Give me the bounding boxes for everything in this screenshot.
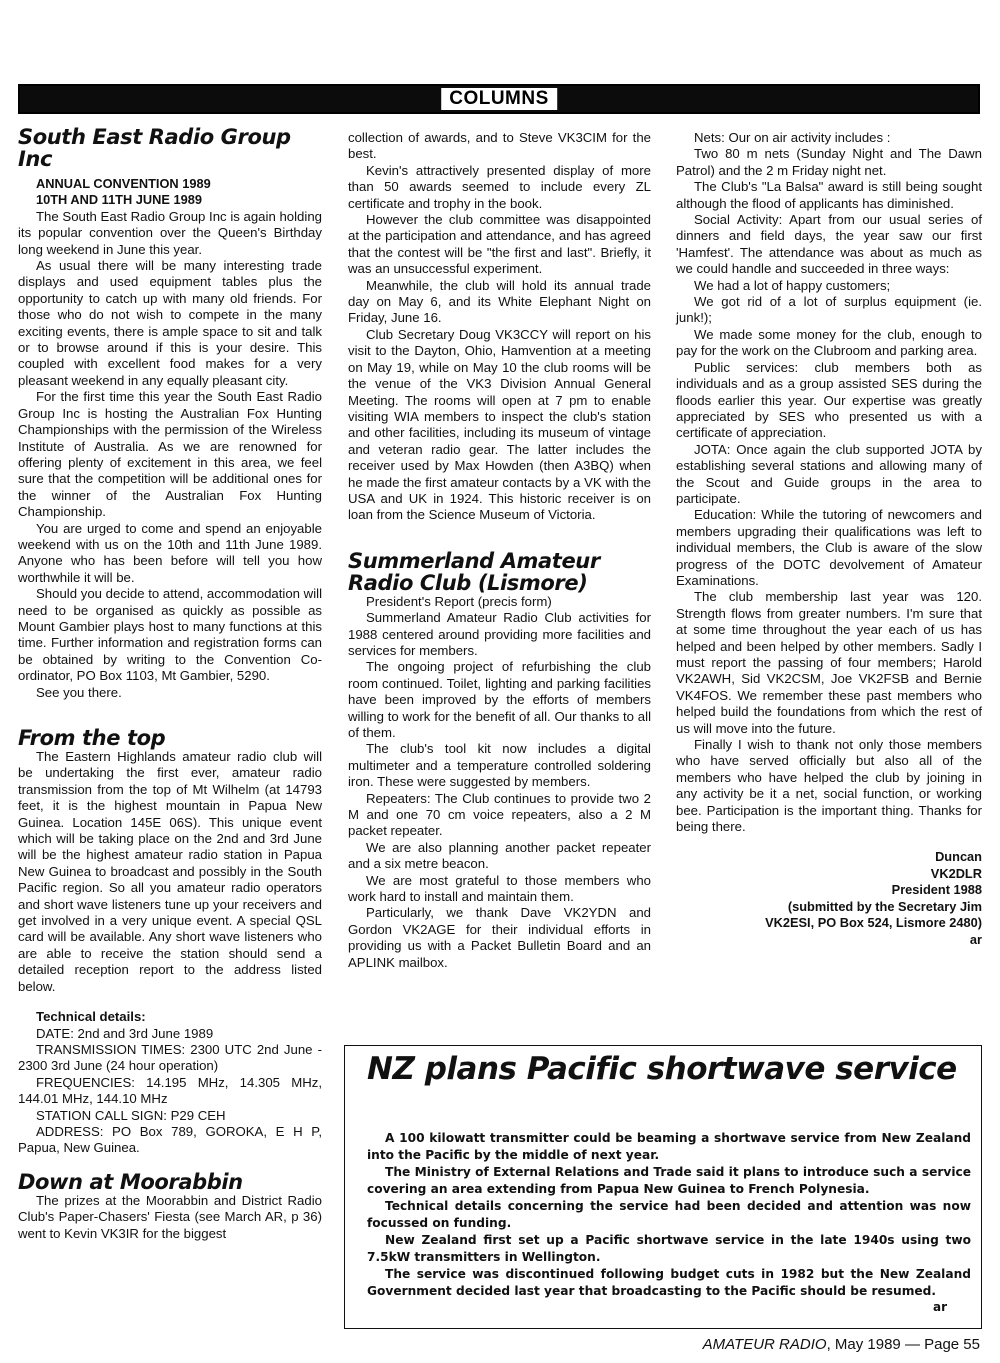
paragraph: See you there. bbox=[36, 684, 122, 700]
paragraph: However the club committee was disappointed at the participation and attendance, and has agreed that the contest will be "the first and last". Briefly, it was an unsuccessful experiment. bbox=[348, 212, 651, 277]
convention-subheading: ANNUAL CONVENTION 1989 bbox=[36, 176, 211, 191]
paragraph: Finally I wish to thank not only those members who have served officially but also all of the members who have helped the club by joining in any activity be it a net, social function, or working bee. Participation is the important thing. Thanks for being there. bbox=[676, 737, 982, 835]
paragraph: We are also planning another packet repeater and a six metre beacon. bbox=[348, 839, 651, 872]
signature-callsign: VK2DLR bbox=[930, 865, 982, 881]
paragraph: The service was discontinued following budget cuts in 1982 but the New Zealand Government decided last year that broadcasting to the Pacific should be resumed. bbox=[367, 1267, 971, 1298]
paragraph: The club membership last year was 120. Strength flows from greater numbers. I'm sure that at some time throughout the year each of us has helped and been helped by other members. Sadly I must report the passing of four members; Harold VK2AWH, Sid VK2CSM, Joe VK2FSB and Bernie VK4FOS. We remember these past members who helped build the foundations from which the rest of us will move into the future. bbox=[676, 589, 982, 736]
presidents-report-label: President's Report (precis form) bbox=[366, 593, 552, 609]
paragraph: Technical details concerning the service had been decided and attention was now focussed on funding. bbox=[367, 1199, 971, 1230]
nz-article-body bbox=[367, 1130, 971, 1300]
paragraph: For the first time this year the South East Radio Group Inc is hosting the Australian Fox Hunting Championships with the permission of the Wireless Institute of Australia. As we are renowned for offering plenty of excitement in this area, we feel sure that the competition will be additional ones for the winner of the Australian Fox Hunting Championship. bbox=[18, 389, 322, 520]
paragraph: We made some money for the club, enough to pay for the work on the Clubroom and parking area. bbox=[676, 326, 982, 359]
issue-page: , May 1989 — Page 55 bbox=[826, 1336, 980, 1353]
paragraph: Club Secretary Doug VK3CCY will report on his visit to the Dayton, Ohio, Hamvention at a meeting on May 19, while on May 10 the club rooms will be the venue of the VK3 Division Annual General Meeting. The rooms will open at 7 pm to enable visiting WIA members to inspect the club's station and other facilities, including its museum of vintage and veteran radio gear. The latter includes the receiver used by Max Howden (then A3BQ) when he made the first amateur contacts by a VK with the USA and UK in 1924. This historic receiver is on loan from the Science Museum of Victoria. bbox=[348, 326, 651, 523]
paragraph: We are most grateful to those members who work hard to install and maintain them. bbox=[348, 872, 651, 905]
nz-article-ar: ar bbox=[932, 1300, 947, 1314]
columns-banner bbox=[18, 84, 980, 114]
paragraph: The prizes at the Moorabbin and District Radio Club's Paper-Chasers' Fiesta (see March AR, p 36) went to Kevin VK3IR for the biggest bbox=[18, 1192, 322, 1241]
paragraph: Two 80 m nets (Sunday Night and The Dawn Patrol) and the 2 m Friday night net. bbox=[676, 146, 982, 178]
paragraph: Nets: Our on air activity includes : bbox=[694, 130, 891, 145]
nz-article-heading: NZ plans Pacific shortwave service bbox=[367, 1051, 957, 1087]
signature-address: VK2ESI, PO Box 524, Lismore 2480) bbox=[765, 915, 982, 931]
paragraph: JOTA: Once again the club supported JOTA by establishing several stations and allowing many of the Scout and Guide groups in the area to participate. bbox=[676, 441, 982, 506]
page-footer bbox=[703, 1336, 980, 1353]
paragraph: The South East Radio Group Inc is again holding its popular convention over the Queen's Birthday long weekend in June this year. bbox=[18, 208, 322, 257]
technical-details-label: Technical details: bbox=[36, 1009, 146, 1025]
paragraph: The Ministry of External Relations and Trade said it plans to introduce such a service covering an area extending from Papua New Guinea to French Polynesia. bbox=[367, 1165, 971, 1196]
down-at-moorabbin-heading: Down at Moorabbin bbox=[18, 1169, 243, 1194]
tech-address: ADDRESS: PO Box 789, GOROKA, E H P, Papua, New Guinea. bbox=[18, 1123, 322, 1156]
paragraph: The ongoing project of refurbishing the club room continued. Toilet, lighting and parking facilities have been improved by the efforts of members willing to work for the benefit of all. Our thanks to all of them. bbox=[348, 659, 651, 740]
column-1 bbox=[18, 126, 322, 1242]
signature-submitted: (submitted by the Secretary Jim bbox=[787, 898, 982, 914]
paragraph: You are urged to come and spend an enjoyable weekend with us on the 10th and 11th June 1989. Anyone who has been before will tell you how worthwhile it will be. bbox=[18, 520, 322, 585]
paragraph: New Zealand first set up a Pacific shortwave service in the late 1940s using two 7.5kW transmitters in Wellington. bbox=[367, 1233, 971, 1264]
paragraph: As usual there will be many interesting trade displays and used equipment tables plus the opportunity to catch up with many old friends. For those who do not wish to compete in the many exciting events, there is ample space to sit and talk or to browse around if this is your desire. This coupled with excellent food makes for a very pleasant weekend in any equally pleasant city. bbox=[18, 258, 322, 388]
tech-call-sign: STATION CALL SIGN: P29 CEH bbox=[36, 1107, 226, 1123]
paragraph: Meanwhile, the club will hold its annual trade day on May 6, and its White Elephant Night on Friday, June 16. bbox=[348, 277, 651, 326]
tech-times: TRANSMISSION TIMES: 2300 UTC 2nd June - 2300 3rd June (24 hour operation) bbox=[18, 1041, 322, 1074]
paragraph: The Club's "La Balsa" award is still being sought although the flood of applicants has diminished. bbox=[676, 179, 982, 211]
paragraph: The Eastern Highlands amateur radio club will be undertaking the first ever, amateur radio transmission from the top of Mt Wilhelm (at 14793 feet, it is the highest mountain in Papua New Guinea. Location 145E 06S). This unique event which will be taking place on the 2nd and 3rd June will be the highest amateur radio station in Papua New Guinea to broadcast and possibly in the South Pacific region. So all you amateur radio operators and short wave listeners tune up your receivers and get involved in a very unique event. A special QSL card will be available. Any short wave listeners who are able to receive the station should send a detailed reception report to the address listed below. bbox=[18, 749, 322, 994]
column-2 bbox=[348, 130, 651, 971]
paragraph: Education: While the tutoring of newcomers and members upgrading their qualifications was left to individual members, the Club is aware of the slow progress of the DOTC devolvement of Amateur Examinations. bbox=[676, 507, 982, 588]
signature-ar: ar bbox=[969, 931, 982, 947]
paragraph: A 100 kilowatt transmitter could be beaming a shortwave service from New Zealand into the Pacific by the middle of next year. bbox=[367, 1131, 971, 1162]
paragraph: Social Activity: Apart from our usual series of dinners and field days, the year saw our first 'Hamfest'. The attendance was about as much as we could handle and succeeded in three ways: bbox=[676, 212, 982, 277]
south-east-radio-group-heading: South East Radio Group Inc bbox=[18, 125, 291, 171]
paragraph: Repeaters: The Club continues to provide two 2 M and one 70 cm voice repeaters, also a 2 M packet repeater. bbox=[348, 790, 651, 839]
column-3 bbox=[676, 130, 982, 948]
paragraph: The club's tool kit now includes a digital multimeter and a temperature controlled soldering iron. These were suggested by members. bbox=[348, 741, 651, 790]
tech-frequencies: FREQUENCIES: 14.195 MHz, 14.305 MHz, 144.01 MHz, 144.10 MHz bbox=[18, 1074, 322, 1107]
tech-date: DATE: 2nd and 3rd June 1989 bbox=[36, 1025, 214, 1041]
paragraph: Particularly, we thank Dave VK2YDN and Gordon VK2AGE for their individual efforts in providing us with a Packet Bulletin Board and an APLINK mailbox. bbox=[348, 905, 651, 970]
paragraph: Kevin's attractively presented display of more than 50 awards seemed to include every ZL certificate and trophy in the book. bbox=[348, 162, 651, 211]
magazine-name: AMATEUR RADIO bbox=[702, 1336, 827, 1353]
banner-label: COLUMNS bbox=[441, 88, 557, 110]
signature-name: Duncan bbox=[935, 849, 982, 865]
signature-title: President 1988 bbox=[891, 882, 982, 898]
paragraph: Should you decide to attend, accommodation will need to be organised as quickly as possible as Mount Gambier plays host to many functions at this time. Further information and registration forms can be obtained by writing to the Convention Co-ordinator, PO Box 1103, Mt Gambier, 5290. bbox=[18, 586, 322, 684]
paragraph: collection of awards, and to Steve VK3CIM for the best. bbox=[348, 130, 651, 162]
paragraph: Public services: club members both as individuals and as a group assisted SES during the floods earlier this year. Our expertise was greatly appreciated by SES who presented us with a certificate of appreciation. bbox=[676, 359, 982, 441]
from-the-top-heading: From the top bbox=[18, 726, 166, 750]
paragraph: We got rid of a lot of surplus equipment (ie. junk!); bbox=[676, 294, 982, 326]
paragraph: We had a lot of happy customers; bbox=[694, 277, 891, 293]
summerland-heading: Summerland Amateur Radio Club (Lismore) bbox=[348, 548, 600, 595]
paragraph: Summerland Amateur Radio Club activities for 1988 centered around providing more facilities and services for members. bbox=[348, 610, 651, 658]
convention-dates: 10TH AND 11TH JUNE 1989 bbox=[36, 192, 202, 208]
nz-shortwave-article-box bbox=[344, 1045, 982, 1329]
